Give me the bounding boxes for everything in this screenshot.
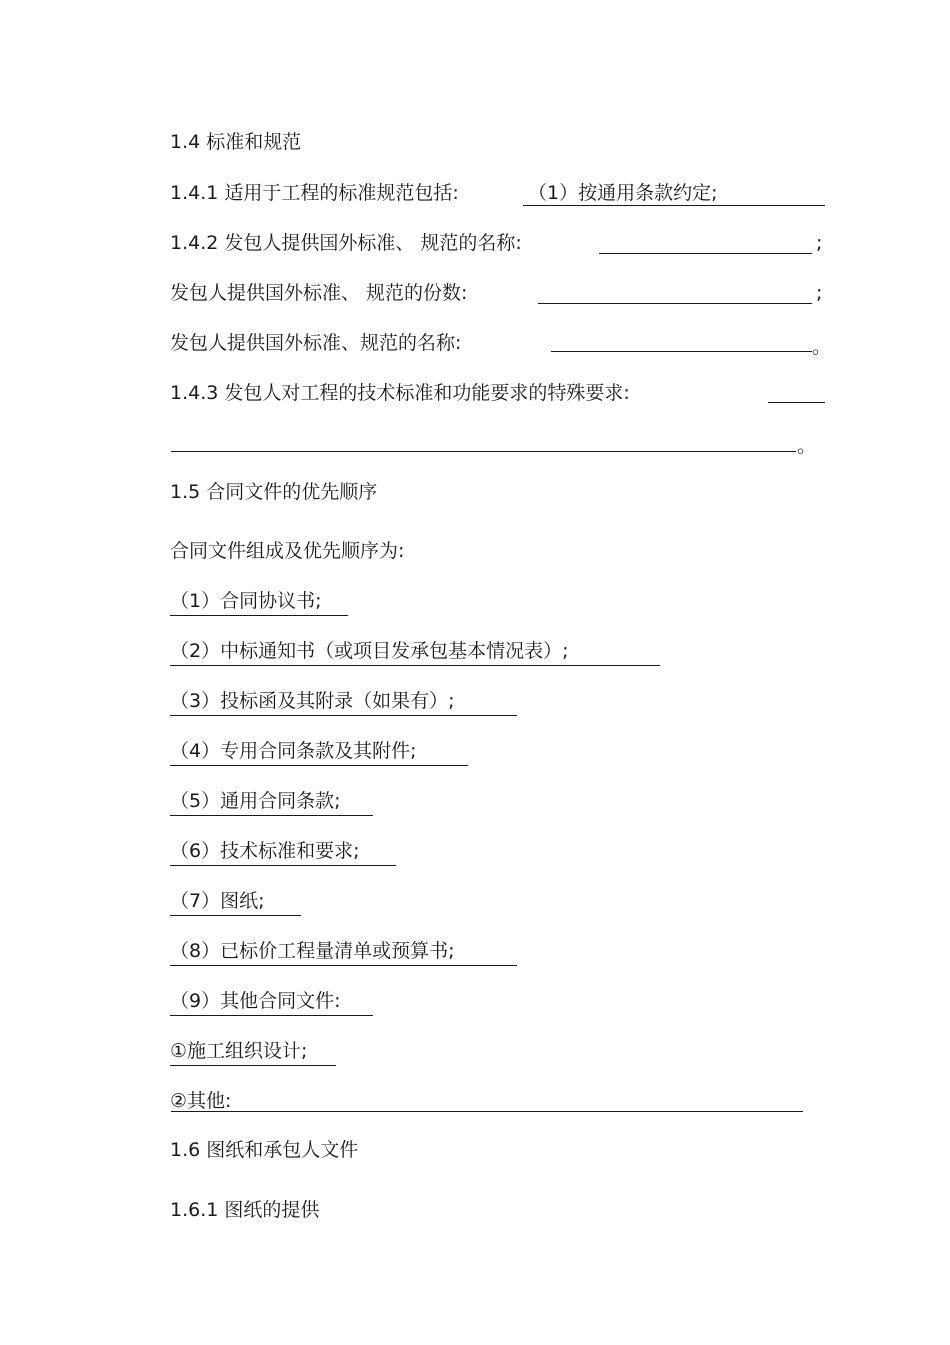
contract-doc-item-3: （3）投标函及其附录（如果有）; <box>170 689 455 713</box>
contract-doc-item-9: （9）其他合同文件: <box>170 989 341 1013</box>
contract-doc-item-4: （4）专用合同条款及其附件; <box>170 739 417 763</box>
foreign-standard-copies-label: 发包人提供国外标准、 规范的份数: <box>170 282 468 304</box>
clause-1-4-1-value[interactable]: （1）按通用条款约定; <box>528 182 718 204</box>
contract-doc-item-7: （7）图纸; <box>170 889 265 913</box>
clause-1-4-1-label: 1.4.1 适用于工程的标准规范包括: <box>170 182 459 204</box>
section-1-6-title: 1.6 图纸和承包人文件 <box>170 1139 359 1161</box>
contract-order-intro: 合同文件组成及优先顺序为: <box>170 540 405 562</box>
foreign-standard-name2-label: 发包人提供国外标准、规范的名称: <box>170 332 462 354</box>
foreign-standard-copies-field[interactable] <box>538 303 812 304</box>
contract-doc-item-5: （5）通用合同条款; <box>170 789 341 813</box>
foreign-standard-name-field[interactable] <box>599 253 812 254</box>
special-requirements-field-start[interactable] <box>768 402 825 403</box>
contract-doc-item-other: ②其他: <box>170 1090 232 1112</box>
foreign-standard-name2-field[interactable] <box>551 351 812 352</box>
clause-1-4-2-end: ; <box>816 232 823 254</box>
other-documents-field[interactable] <box>171 1111 803 1112</box>
section-1-4-title: 1.4 标准和规范 <box>170 131 302 153</box>
clause-1-4-3-label: 1.4.3 发包人对工程的技术标准和功能要求的特殊要求: <box>170 382 630 404</box>
clause-1-6-1-title: 1.6.1 图纸的提供 <box>170 1199 320 1221</box>
clause-1-4-1-underline <box>523 205 825 206</box>
foreign-standard-copies-end: ; <box>816 282 823 304</box>
clause-1-4-3-end: 。 <box>797 435 817 457</box>
section-1-5-title: 1.5 合同文件的优先顺序 <box>170 481 378 503</box>
foreign-standard-name2-end: 。 <box>812 336 832 358</box>
special-requirements-field[interactable] <box>171 451 796 452</box>
contract-doc-item-2: （2）中标通知书（或项目发承包基本情况表）; <box>170 639 569 663</box>
clause-1-4-2-label: 1.4.2 发包人提供国外标准、 规范的名称: <box>170 232 522 254</box>
contract-doc-item-6: （6）技术标准和要求; <box>170 839 360 863</box>
contract-doc-item-construction-plan: ①施工组织设计; <box>170 1039 307 1063</box>
contract-doc-item-1: （1）合同协议书; <box>170 589 322 613</box>
contract-doc-item-8: （8）已标价工程量清单或预算书; <box>170 939 455 963</box>
